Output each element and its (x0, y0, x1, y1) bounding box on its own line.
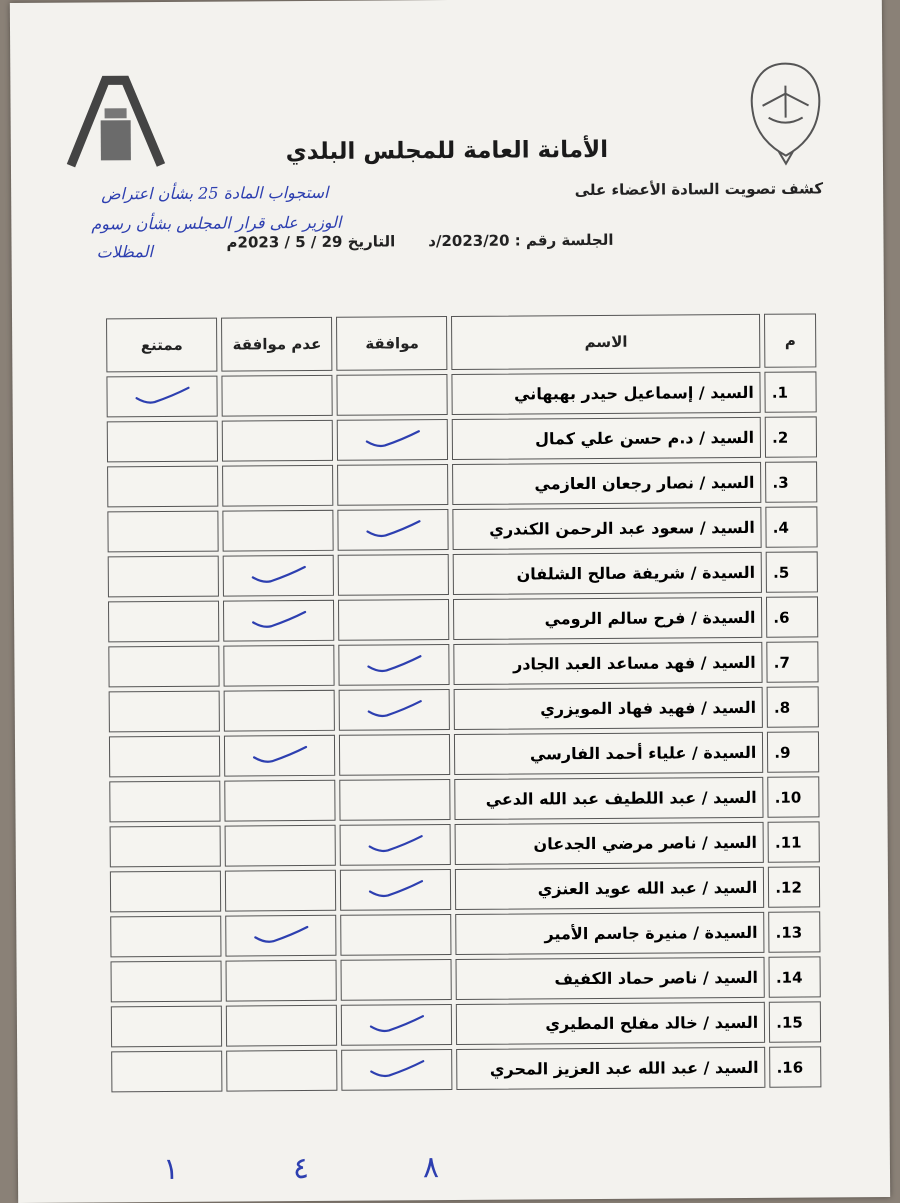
vote-cell-abstain (109, 736, 220, 778)
total-abstain: ١ (162, 1151, 180, 1188)
column-header-number: م (764, 313, 816, 367)
session-value: 2023/20/د (428, 231, 510, 251)
vote-cell-reject (224, 690, 335, 732)
table-row (110, 821, 820, 867)
vote-cell-approve (337, 419, 448, 461)
vote-cell-abstain (111, 961, 222, 1003)
member-name: السيدة / فرح سالم الرومي (453, 597, 762, 640)
vote-subject-line2-handwritten: الوزير على قرار المجلس بشأن رسوم (91, 212, 342, 234)
member-name: السيد / إسماعيل حيدر بهبهاني (452, 372, 761, 415)
vote-cell-abstain (109, 781, 220, 823)
vote-cell-approve (337, 374, 448, 416)
table-row (107, 416, 817, 462)
table-row (107, 506, 817, 552)
row-number: 6. (766, 596, 818, 637)
column-header-approve: موافقة (336, 316, 447, 371)
vote-cell-approve (341, 914, 452, 956)
vote-cell-approve (338, 599, 449, 641)
member-name: السيد / عبد الله عبد العزيز المحري (457, 1047, 766, 1090)
vote-cell-reject (226, 1050, 337, 1092)
table-row (111, 1046, 821, 1092)
member-name: السيد / ناصر حماد الكفيف (456, 957, 765, 1000)
vote-table (102, 309, 825, 1096)
vote-cell-reject (224, 780, 335, 822)
vote-cell-reject (226, 1005, 337, 1047)
check-mark-icon (367, 1012, 427, 1034)
row-number: 4. (766, 506, 818, 547)
check-mark-icon (365, 832, 425, 854)
row-number: 10. (768, 776, 820, 817)
check-mark-icon (249, 607, 309, 629)
check-mark-icon (248, 562, 308, 584)
vote-cell-reject (224, 645, 335, 687)
member-name: السيد / فهد مساعد العبد الجادر (454, 642, 763, 685)
vote-cell-approve (337, 464, 448, 506)
vote-cell-reject (225, 870, 336, 912)
member-name: السيدة / منيرة جاسم الأمير (456, 912, 765, 955)
check-mark-icon (366, 877, 426, 899)
vote-cell-abstain (108, 646, 219, 688)
date-value: 29 / 5 / 2023م (226, 232, 343, 252)
column-header-name: الاسم (451, 314, 760, 370)
table-row (108, 641, 818, 687)
vote-cell-abstain (108, 601, 219, 643)
total-approve: ٨ (422, 1150, 440, 1186)
column-header-reject: عدم موافقة (221, 317, 332, 372)
row-number: 15. (769, 1001, 821, 1042)
row-number: 2. (765, 416, 817, 457)
vote-cell-abstain (106, 376, 217, 418)
check-mark-icon (250, 742, 310, 764)
row-number: 14. (769, 956, 821, 997)
vote-cell-approve (339, 644, 450, 686)
vote-cell-reject (222, 465, 333, 507)
table-row (110, 866, 820, 912)
row-number: 5. (766, 551, 818, 592)
check-mark-icon (132, 383, 192, 405)
vote-cell-approve (341, 1004, 452, 1046)
vote-cell-reject (222, 375, 333, 417)
session-date (226, 232, 395, 251)
row-number: 12. (768, 866, 820, 907)
table-row (109, 686, 819, 732)
table-row (111, 956, 821, 1002)
vote-cell-approve (340, 869, 451, 911)
total-reject: ٤ (292, 1150, 310, 1187)
date-label: التاريخ (347, 232, 396, 251)
check-mark-icon (367, 1057, 427, 1079)
check-mark-icon (363, 427, 423, 449)
vote-cell-reject (225, 915, 336, 957)
vote-subject-handwritten: استجواب المادة 25 بشأن اعتراض (101, 182, 329, 204)
table-row (108, 596, 818, 642)
vote-cell-approve (339, 734, 450, 776)
table-row (109, 776, 819, 822)
row-number: 8. (767, 686, 819, 727)
member-name: السيد / عبد الله عويد العنزي (455, 867, 764, 910)
session-label: الجلسة رقم : (514, 230, 614, 250)
table-row (109, 731, 819, 777)
check-mark-icon (363, 517, 423, 539)
session-number (428, 231, 613, 250)
vote-cell-approve (340, 779, 451, 821)
vote-subject-line3-handwritten: المظلات (96, 242, 153, 262)
row-number: 7. (767, 641, 819, 682)
vote-cell-approve (339, 689, 450, 731)
member-name: السيدة / شريفة صالح الشلفان (453, 552, 762, 595)
row-number: 13. (768, 911, 820, 952)
ballot-sheet (10, 0, 890, 1203)
check-mark-icon (364, 652, 424, 674)
vote-cell-abstain (110, 916, 221, 958)
check-mark-icon (251, 922, 311, 944)
vote-cell-reject (223, 600, 334, 642)
table-row (106, 371, 816, 417)
vote-cell-reject (225, 825, 336, 867)
row-number: 9. (767, 731, 819, 772)
table-row (107, 461, 817, 507)
vote-cell-abstain (107, 466, 218, 508)
table-row (111, 1001, 821, 1047)
vote-cell-reject (223, 510, 334, 552)
vote-cell-abstain (111, 1006, 222, 1048)
vote-cell-approve (341, 959, 452, 1001)
row-number: 1. (765, 371, 817, 412)
vote-cell-abstain (107, 511, 218, 553)
vote-cell-approve (338, 554, 449, 596)
member-name: السيد / خالد مفلح المطيري (456, 1002, 765, 1045)
vote-cell-reject (226, 960, 337, 1002)
table-row (108, 551, 818, 597)
member-name: السيد / د.م حسن علي كمال (452, 417, 761, 460)
table-header-row (106, 313, 816, 372)
row-number: 16. (769, 1046, 821, 1087)
member-name: السيد / نصار رجعان العازمي (452, 462, 761, 505)
vote-cell-reject (223, 555, 334, 597)
vote-cell-abstain (108, 556, 219, 598)
member-name: السيد / فهيد فهاد المويزري (454, 687, 763, 730)
vote-cell-approve (340, 824, 451, 866)
vote-cell-approve (341, 1049, 452, 1091)
column-header-abstain: ممتنع (106, 318, 218, 373)
vote-cell-reject (224, 735, 335, 777)
check-mark-icon (365, 697, 425, 719)
vote-cell-approve (338, 509, 449, 551)
member-name: السيد / سعود عبد الرحمن الكندري (453, 507, 762, 550)
member-name: السيد / عبد اللطيف عبد الله الدعي (455, 777, 764, 820)
table-row (110, 911, 820, 957)
member-name: السيد / ناصر مرضي الجدعان (455, 822, 764, 865)
row-number: 3. (765, 461, 817, 502)
member-name: السيدة / علياء أحمد الفارسي (454, 732, 763, 775)
vote-prefix: كشف تصويت السادة الأعضاء على (574, 179, 824, 200)
vote-cell-abstain (107, 421, 218, 463)
organization-title: الأمانة العامة للمجلس البلدي (285, 136, 609, 166)
vote-cell-reject (222, 420, 333, 462)
vote-cell-abstain (111, 1051, 222, 1093)
vote-cell-abstain (110, 826, 221, 868)
vote-cell-abstain (109, 691, 220, 733)
vote-cell-abstain (110, 871, 221, 913)
row-number: 11. (768, 821, 820, 862)
